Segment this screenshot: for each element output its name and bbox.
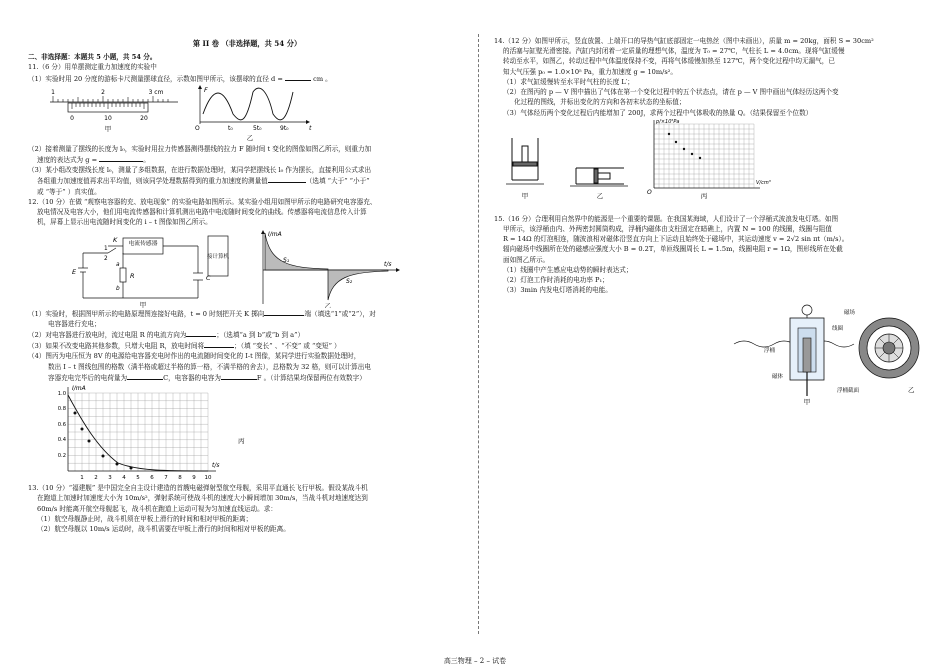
circuit-E-label: E bbox=[72, 267, 77, 276]
label-magnet: 磁体 bbox=[772, 373, 784, 380]
area-S1-label: S₁ bbox=[283, 256, 290, 264]
q14-p2a: （2）在图丙的 p — V 图中描出了气体在第一个变化过程中的五个状态点，请在 p — V 图中画出气体经历这两个变 bbox=[503, 88, 839, 97]
q12-answer-blank-2[interactable] bbox=[186, 329, 216, 337]
q12-p4a: （4）图丙为电压恒为 8V 的电源给电容器充电时作出的电流随时间变化的 I-t 图像，某同学进行实验数据处理时， bbox=[28, 352, 361, 361]
origin-label: O bbox=[195, 124, 200, 132]
circuit-C-label: C bbox=[206, 273, 211, 282]
force-time-graph bbox=[195, 85, 312, 142]
grid-lines bbox=[68, 393, 208, 471]
pv-axis-V: V/cm³ bbox=[756, 179, 771, 186]
x-tick: 5 bbox=[136, 475, 140, 482]
q14-p2b: 化过程的图线，并标出变化的方向和各初末状态的坐标值； bbox=[514, 98, 686, 107]
axis-F-label: F bbox=[204, 85, 208, 94]
tick-9t0: 9t₀ bbox=[280, 124, 289, 132]
q12-answer-blank-4[interactable] bbox=[127, 372, 163, 380]
pv-point bbox=[668, 133, 670, 135]
label-cross-section: 浮桶截面 bbox=[837, 387, 860, 394]
y-tick: 0.8 bbox=[57, 406, 66, 413]
q11-answer-blank-3[interactable] bbox=[268, 175, 306, 183]
data-point bbox=[130, 467, 133, 470]
circuit-a-label: a bbox=[116, 261, 120, 268]
q14-stem-2: 的活塞与缸壁光滑密接。汽缸内封闭着一定质量的理想气体，温度为 T₀ = 27℃，气柱长 L = 4.0cm。现将气缸缓慢 bbox=[503, 47, 845, 56]
q12-figure-svg bbox=[28, 228, 468, 308]
pv-origin: O bbox=[647, 188, 652, 196]
grid-axis-i: I/mA bbox=[72, 385, 86, 393]
circuit-1-label: 1 bbox=[104, 245, 108, 252]
q11-p3d: 或 “等于” ）真实值。 bbox=[37, 187, 101, 196]
y-tick: 0.6 bbox=[57, 422, 66, 429]
x-tick: 8 bbox=[178, 475, 182, 482]
q14-figures bbox=[494, 118, 926, 214]
circuit-computer-label: 接计算机 bbox=[206, 253, 230, 260]
q12-p4b: 数出 I – t 图线包围的格数（满半格或超过半格的算一格，不满半格的舍去），总格数为 32 格，则可以计算出电 bbox=[48, 362, 371, 371]
data-point bbox=[88, 440, 91, 443]
q12-answer-blank-1[interactable] bbox=[264, 308, 304, 316]
caliper-bottom-tick-0: 0 bbox=[70, 114, 74, 122]
cross-section-figure bbox=[859, 318, 919, 378]
x-tick: 1 bbox=[80, 475, 84, 482]
x-tick: 9 bbox=[192, 475, 196, 482]
fig-bing: 丙 bbox=[700, 191, 708, 200]
x-tick: 6 bbox=[150, 475, 154, 482]
q14-p3: （3）气体经历两个变化过程后内能增加了 200J，求两个过程中气体吸收的热量 Q。（结果保留至个位数） bbox=[503, 108, 813, 117]
q11-p2b: 速度的表达式为 g = 。 bbox=[37, 156, 150, 165]
q15-fig-yi: 乙 bbox=[908, 385, 915, 394]
caliper-bottom-tick-20: 20 bbox=[140, 114, 148, 122]
x-tick: 3 bbox=[108, 475, 112, 482]
vertical-cylinder-figure bbox=[506, 138, 544, 184]
caliper-top-tick-2: 2 bbox=[101, 88, 105, 96]
charge-area bbox=[265, 230, 328, 270]
circuit-sensor-label: 电流传感器 bbox=[128, 240, 158, 247]
q15-stem-1: 15.（16 分）合理利用自然界中的能源是一个重要的课题。在我国某海域，人们设计了一个浮桶式波浪发电灯塔。如图 bbox=[494, 214, 839, 223]
q11-answer-blank-1[interactable] bbox=[285, 73, 311, 81]
q15-fig-jia: 甲 bbox=[803, 397, 811, 406]
q12-stem-3: 机，屏幕上显示出电流随时间变化的 i – t 图像如图乙所示。 bbox=[37, 218, 212, 227]
q12-fig-jia-label: 甲 bbox=[139, 300, 147, 308]
q12-answer-blank-3[interactable] bbox=[204, 340, 234, 348]
grid-fig-label: 丙 bbox=[238, 437, 245, 446]
left-column bbox=[28, 30, 466, 534]
q15-figure-svg bbox=[494, 296, 924, 406]
q12-grid-figure bbox=[28, 383, 466, 483]
q12-grid-svg bbox=[28, 383, 468, 483]
q12-p2: （2）对电容器进行放电时，流过电阻 R 的电流方向为 ；（选填“a 到 b”或“b 到 a”） bbox=[28, 331, 305, 339]
fig-jia-label: 甲 bbox=[104, 124, 112, 133]
fig-yi: 乙 bbox=[596, 191, 604, 200]
q12-p1c: 电容器进行充电； bbox=[48, 319, 101, 328]
circuit-K-label: K bbox=[113, 235, 118, 244]
q14-p1: （1）求气缸缓慢转至水平时气柱的长度 L′； bbox=[503, 77, 634, 86]
part-title: 第 II 卷 （非选择题，共 54 分） bbox=[192, 39, 302, 48]
q12-fig-yi-label: 乙 bbox=[324, 301, 332, 308]
axis-t-label: t bbox=[309, 123, 312, 132]
graph-axis-t: t/s bbox=[384, 260, 392, 268]
q12-p1: （1）实验时，根据图甲所示的电路原理图连接好电路，t = 0 时刻把开关 K 掷向 端（填选“1”或“2”），对 bbox=[28, 309, 376, 318]
q13-stem-2: 在跑道上加速时加速度大小为 10m/s²，弹射系统可使战斗机的速度大小瞬间增加 30m/s，当战斗机对地速度达到 bbox=[37, 494, 368, 503]
data-point bbox=[81, 428, 84, 431]
data-point bbox=[74, 412, 77, 415]
pv-point bbox=[683, 148, 685, 150]
page-footer: 高三物理 – 2 – 试卷 bbox=[443, 657, 507, 665]
y-tick: 0.4 bbox=[57, 437, 66, 444]
label-coil: 线圈 bbox=[832, 325, 844, 332]
horizontal-cylinder-figure bbox=[570, 168, 628, 186]
q11-figure-svg bbox=[28, 84, 468, 144]
q15-stem-3: R = 14Ω 的灯泡相连，随波浪相对磁体沿竖直方向上下运动且始终处于磁场中，其运动速度 v = 2√2 sin πt（m/s）。 bbox=[503, 235, 849, 244]
q15-p1: （1）线圈中产生感应电动势的瞬时表达式； bbox=[503, 265, 633, 274]
q11-answer-blank-2[interactable] bbox=[99, 154, 143, 162]
graph-axis-i: I/mA bbox=[268, 230, 282, 238]
q15-figures bbox=[494, 296, 926, 406]
caliper-bottom-tick-10: 10 bbox=[104, 114, 112, 122]
pv-point bbox=[691, 153, 693, 155]
q12-stem-2: 放电情况及电容大小，他们用电流传感器和计算机测出电路中电流随时间变化的曲线。传感器将电流信息传入计算 bbox=[37, 208, 367, 217]
q11-p1: （1）实验时用 20 分度的游标卡尺测量摆球直径，示数如图甲所示，该摆球的直径 d = cm 。 bbox=[28, 74, 332, 83]
q12-p3: （3）如果不改变电路其他参数，只增大电阻 R，放电时间将 ；（填 “变长” 、“不变” 或 “变短” ） bbox=[28, 342, 341, 351]
q11-stem: 11.（6 分）用单摆测定重力加速度的实验中 bbox=[28, 63, 157, 72]
caliper-top-tick-1: 1 bbox=[51, 88, 55, 96]
caliper-top-tick-3: 3 cm bbox=[148, 88, 164, 96]
label-buoy: 浮桶 bbox=[764, 347, 776, 354]
q15-stem-4: 辐向磁场中线圈所在处的磁感应强度大小 B = 0.2T，单匝线圈周长 L = 1.5m，线圈电阻 r = 1Ω，图形线所在处截 bbox=[503, 245, 843, 254]
tick-5t0: 5t₀ bbox=[253, 124, 262, 132]
data-point bbox=[102, 455, 105, 458]
column-divider bbox=[478, 34, 479, 634]
pv-axis-p: p/×10⁵Pa bbox=[656, 118, 680, 125]
q15-p3: （3）3min 内发电灯塔消耗的电能。 bbox=[503, 286, 612, 295]
circuit-b-label: b bbox=[116, 285, 120, 292]
data-point bbox=[116, 463, 119, 466]
discharge-area bbox=[328, 270, 388, 300]
current-time-graph bbox=[261, 230, 400, 308]
lamp-icon bbox=[802, 305, 812, 315]
buoy-figure bbox=[734, 305, 854, 396]
q11-p3a: （3）某小组改变摆线长度 l₀，测量了多组数据，在进行数据处理时，某同学把摆线长 l₀ 作为摆长，直接利用公式求出 bbox=[28, 166, 372, 175]
section-heading: 二、非选择题：本题共 5 小题，共 54 分。 bbox=[28, 53, 157, 62]
q14-stem-1: 14.（12 分）如图甲所示，竖直放置、上端开口的导热气缸底部固定一电热丝（图中未画出），质量 m = 20kg，面积 S = 30cm² bbox=[494, 37, 874, 45]
q14-stem-3: 转动至水平，如图乙，转动过程中气体温度保持不变，再将气体缓慢加热至 127℃，两个变化过程中均无漏气，已 bbox=[503, 57, 835, 66]
circuit-2-label: 2 bbox=[104, 255, 108, 262]
tick-t0: t₀ bbox=[228, 124, 233, 132]
q15-p2: （2）灯泡工作时消耗的电功率 P₁； bbox=[503, 276, 609, 285]
fig-jia: 甲 bbox=[521, 191, 529, 200]
vernier-caliper-figure bbox=[50, 89, 178, 133]
q12-answer-blank-5[interactable] bbox=[221, 372, 257, 380]
circuit-R-label: R bbox=[130, 271, 135, 280]
pv-point bbox=[675, 141, 677, 143]
q13-stem-3: 60m/s 时能离开航空母舰起飞，战斗机在跑道上运动可视为匀加速直线运动。求： bbox=[37, 504, 277, 513]
x-tick: 7 bbox=[164, 475, 168, 482]
q15-stem-5: 面如图乙所示。 bbox=[503, 255, 550, 264]
y-tick: 0.2 bbox=[57, 453, 66, 460]
q14-figure-svg bbox=[494, 118, 924, 214]
x-tick: 4 bbox=[122, 475, 126, 482]
q13-p1: （1）航空母舰静止时，战斗机须在甲板上滑行的时间和相对甲板的距离； bbox=[37, 514, 253, 523]
q13-stem-1: 13.（10 分）“福建舰” 是中国完全自主设计建造的首艘电磁弹射型航空母舰，采用平直通长飞行甲板。假设某战斗机 bbox=[28, 484, 368, 493]
right-column bbox=[494, 36, 926, 406]
q12-p4c: 容器充电完毕后的电荷量为 C，电容器的电容为 F 。（计算结果均保留两位有效数字） bbox=[48, 373, 366, 382]
q13-p2: （2）航空母舰以 10m/s 运动时，战斗机需要在甲板上滑行的时间和相对甲板的距离。 bbox=[37, 524, 290, 533]
area-S2-label: S₂ bbox=[346, 277, 353, 285]
force-curve bbox=[203, 85, 293, 120]
pv-point bbox=[699, 157, 701, 159]
q14-stem-4: 知大气压强 p₀ = 1.0×10⁵ Pa，重力加速度 g = 10m/s²。 bbox=[503, 67, 677, 76]
q11-p2a: （2）接着测量了摆线的长度为 l₀，实验时用拉力传感器测得摆线的拉力 F 随时间 t 变化的图像如图乙所示，则重力加 bbox=[28, 144, 372, 153]
q15-stem-2: 甲所示，该浮桶由内、外两密封圆筒构成，浮桶内磁体由支柱固定在暗礁上，内置 N = 100 的线圈，线圈与阻值 bbox=[503, 224, 832, 233]
x-tick: 2 bbox=[94, 475, 98, 482]
q12-stem-1: 12.（10 分）在做 “观察电容器的充、放电现象” 的实验电路如图所示。某实验小组用如图甲所示的电路研究电容器充、 bbox=[28, 197, 377, 206]
fig-yi-label: 乙 bbox=[246, 133, 254, 142]
q12-figures bbox=[28, 228, 466, 308]
q11-p3b: 各组重力加速度值再求出平均值，则该同学处理数据得到的重力加速度的测量值 （选填 “大于” “小于” bbox=[37, 177, 370, 186]
q11-figures bbox=[28, 84, 466, 144]
label-field: 磁场 bbox=[844, 309, 856, 316]
x-tick: 10 bbox=[204, 475, 212, 482]
grid-axis-t: t/s bbox=[212, 462, 220, 470]
y-tick: 1.0 bbox=[57, 391, 66, 398]
